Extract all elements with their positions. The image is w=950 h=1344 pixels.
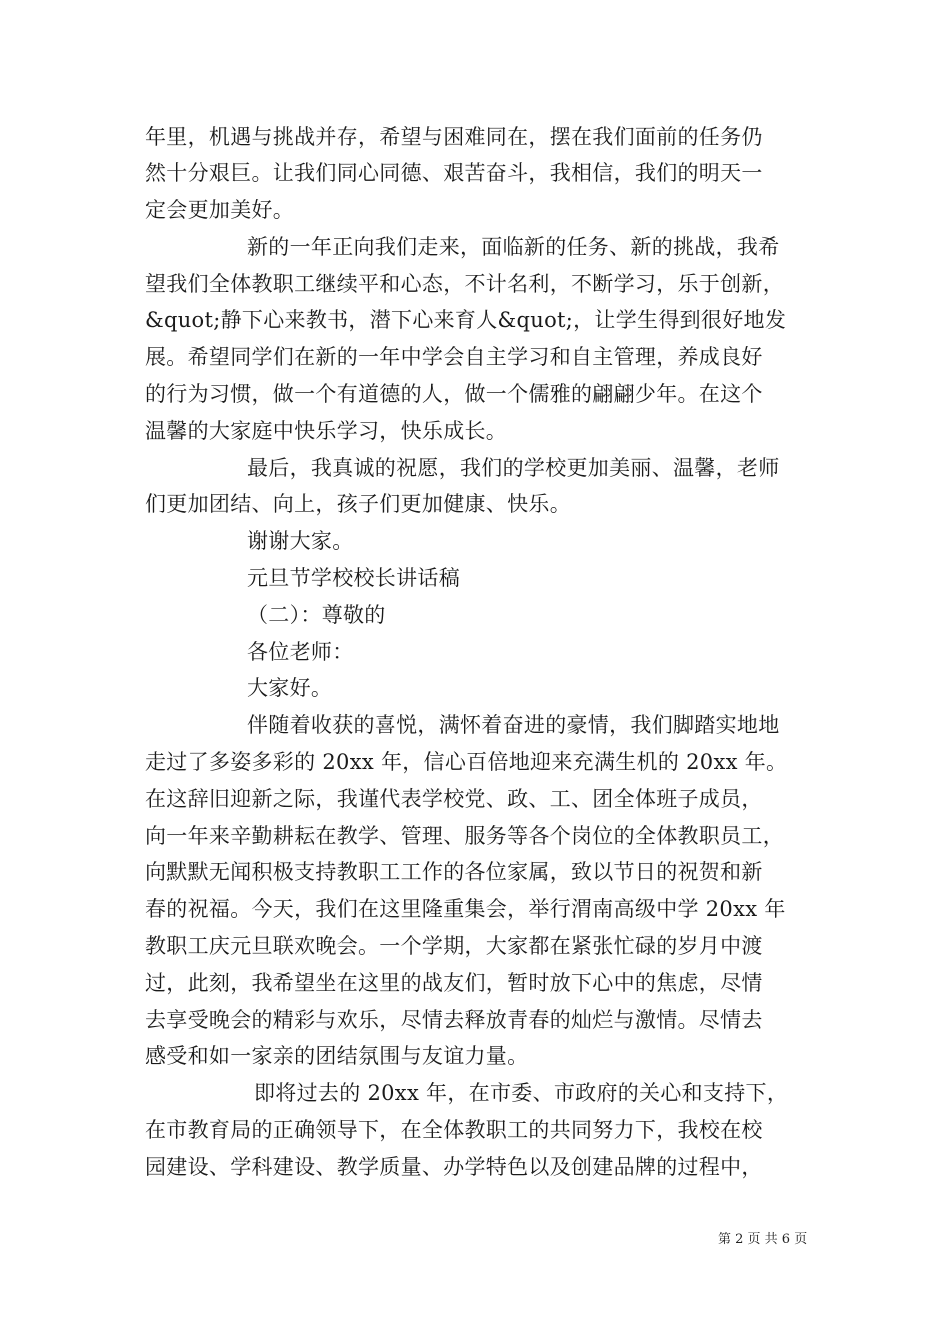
text-line: 然十分艰巨。让我们同心同德、艰苦奋斗，我相信，我们的明天一	[145, 161, 763, 185]
text-line: 温馨的大家庭中快乐学习，快乐成长。	[145, 419, 508, 443]
text-line: 新的一年正向我们走来，面临新的任务、新的挑战，我希	[247, 235, 780, 259]
text-line: 感受和如一家亲的团结氛围与友谊力量。	[145, 1044, 529, 1068]
text-line: 春的祝福。今天，我们在这里隆重集会，举行渭南高级中学 20xx 年	[145, 897, 786, 921]
text-line: 教职工庆元旦联欢晚会。一个学期，大家都在紧张忙碌的岁月中渡	[145, 934, 763, 958]
text-line: 在这辞旧迎新之际，我谨代表学校党、政、工、团全体班子成员，	[145, 787, 763, 811]
section-title: 元旦节学校校长讲话稿	[247, 566, 460, 590]
text-line: 大家好。	[247, 676, 333, 700]
text-line: 的行为习惯，做一个有道德的人，做一个儒雅的翩翩少年。在这个	[145, 382, 763, 406]
page-number: 第 2 页 共 6 页	[718, 1232, 808, 1247]
text-line: 向一年来辛勤耕耘在教学、管理、服务等各个岗位的全体教职员工，	[145, 824, 784, 848]
text-line: 各位老师：	[247, 640, 354, 664]
text-line: 们更加团结、向上，孩子们更加健康、快乐。	[145, 492, 571, 516]
text-line: 在市教育局的正确领导下，在全体教职工的共同努力下，我校在校	[145, 1118, 763, 1142]
text-line: 最后，我真诚的祝愿，我们的学校更加美丽、温馨，老师	[247, 456, 780, 480]
text-line: （二）：尊敬的	[247, 603, 386, 627]
text-line: 年里，机遇与挑战并存，希望与困难同在，摆在我们面前的任务仍	[145, 125, 763, 149]
text-line: 过，此刻，我希望坐在这里的战友们，暂时放下心中的焦虑，尽情	[145, 971, 763, 995]
text-line: 园建设、学科建设、教学质量、办学特色以及创建品牌的过程中，	[145, 1155, 763, 1179]
text-line: 即将过去的 20xx 年，在市委、市政府的关心和支持下，	[254, 1081, 789, 1105]
text-line: &quot;静下心来教书，潜下心来育人&quot;，让学生得到很好地发	[145, 308, 787, 332]
text-line: 展。希望同学们在新的一年中学会自主学习和自主管理，养成良好	[145, 345, 763, 369]
text-line: 望我们全体教职工继续平和心态，不计名利，不断学习，乐于创新，	[145, 272, 784, 296]
text-line: 谢谢大家。	[247, 529, 354, 553]
text-line: 去享受晚会的精彩与欢乐，尽情去释放青春的灿烂与激情。尽情去	[145, 1008, 763, 1032]
text-line: 伴随着收获的喜悦，满怀着奋进的豪情，我们脚踏实地地	[247, 713, 780, 737]
text-line: 走过了多姿多彩的 20xx 年，信心百倍地迎来充满生机的 20xx 年。	[145, 750, 788, 774]
text-line: 定会更加美好。	[145, 198, 295, 222]
text-line: 向默默无闻积极支持教职工工作的各位家属，致以节日的祝贺和新	[145, 860, 763, 884]
